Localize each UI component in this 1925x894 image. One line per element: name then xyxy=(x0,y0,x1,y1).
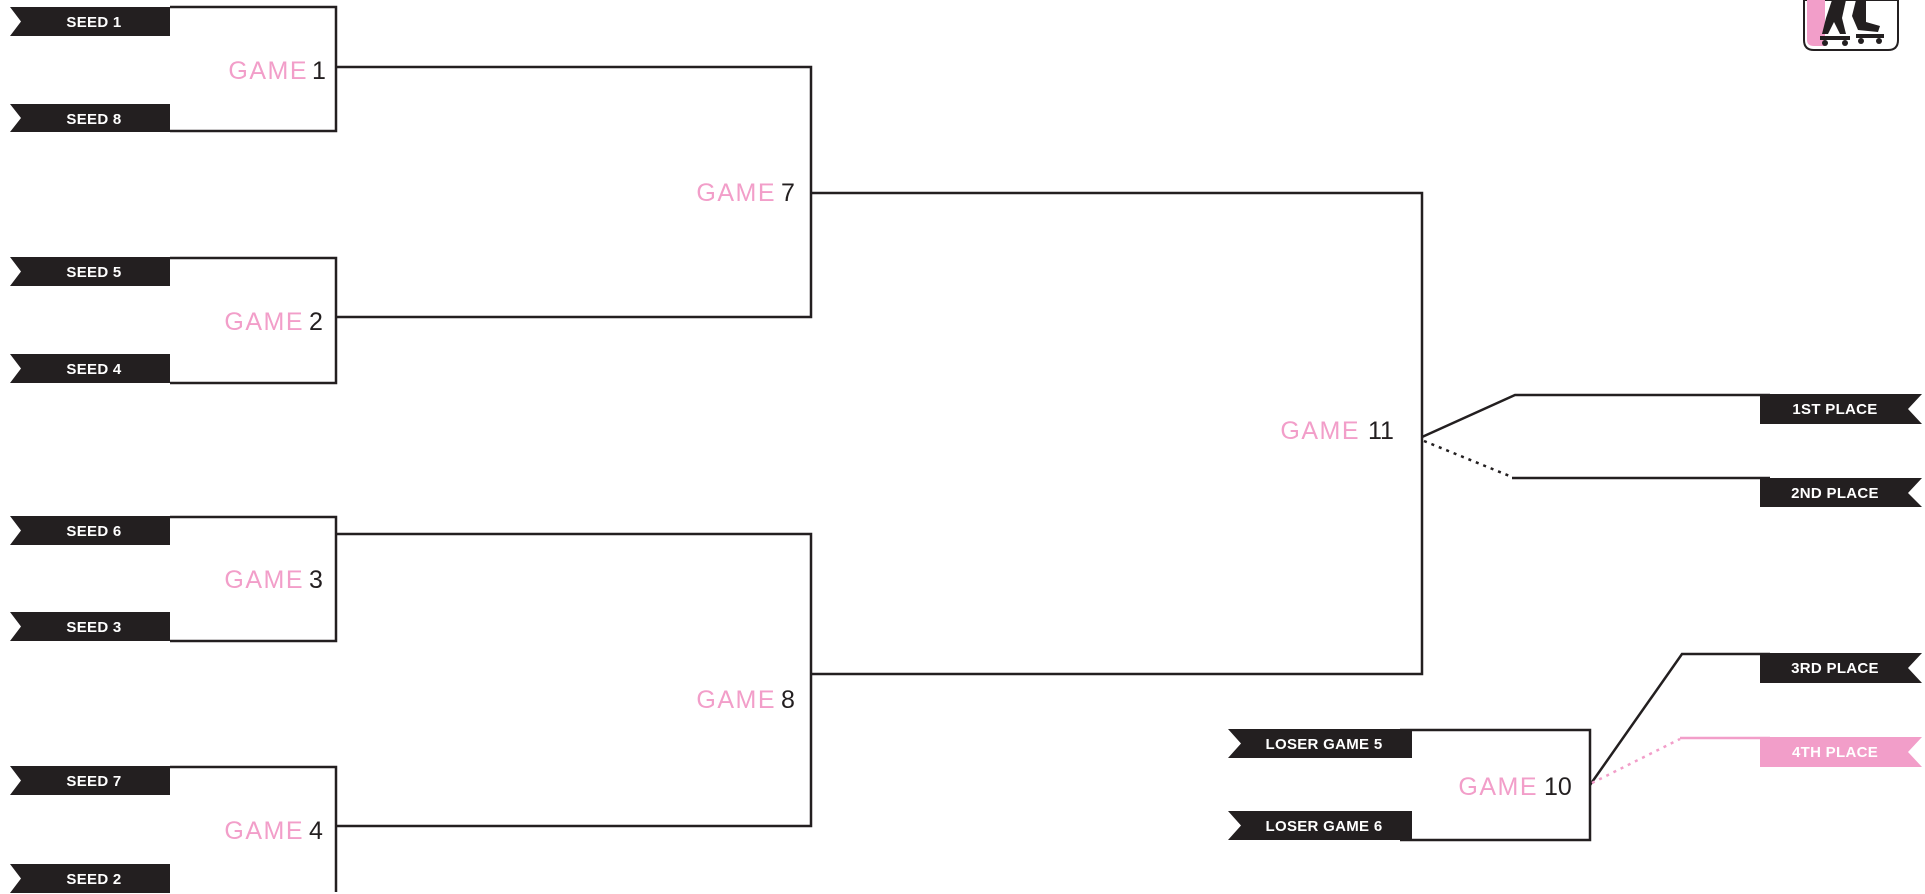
seed-banner-7 xyxy=(10,766,170,795)
game-7-label xyxy=(696,179,795,207)
seed-label: SEED 4 xyxy=(66,361,122,378)
second-place-connector xyxy=(1424,441,1512,477)
fourth-place-banner xyxy=(1760,737,1922,767)
first-place-connector xyxy=(1422,395,1770,437)
seed-banner-2 xyxy=(10,864,170,893)
seed-label: SEED 2 xyxy=(66,871,122,888)
game-number: 3 xyxy=(309,566,323,594)
seed-label: SEED 8 xyxy=(66,111,122,128)
game-3-label xyxy=(224,566,323,594)
loser-game-6-banner xyxy=(1228,811,1412,840)
game-word: GAME xyxy=(224,308,304,336)
seed-banner-6 xyxy=(10,516,170,545)
place-label: 4TH PLACE xyxy=(1791,744,1879,761)
game-10-label xyxy=(1458,773,1571,801)
third-place-banner xyxy=(1760,653,1922,683)
game-word: GAME xyxy=(1280,417,1360,445)
seed-banner-4 xyxy=(10,354,170,383)
fourth-place-connector xyxy=(1592,739,1680,783)
game-8-label xyxy=(696,686,795,714)
seed-banner-3 xyxy=(10,612,170,641)
seed-label: LOSER GAME 6 xyxy=(1265,818,1383,835)
seed-label: SEED 6 xyxy=(66,523,122,540)
game-2-label xyxy=(224,308,323,336)
game-number: 10 xyxy=(1544,773,1572,801)
game-4-label xyxy=(224,817,323,845)
seed-banner-1 xyxy=(10,7,170,36)
seed-label: SEED 1 xyxy=(66,14,122,31)
place-label: 2ND PLACE xyxy=(1791,485,1879,502)
game-number: 8 xyxy=(781,686,795,714)
game-word: GAME xyxy=(228,57,308,85)
game-word: GAME xyxy=(224,566,304,594)
roller-skater-logo-icon xyxy=(1804,0,1898,50)
game-number: 11 xyxy=(1368,417,1394,445)
seed-label: SEED 7 xyxy=(66,773,122,790)
third-place-connector xyxy=(1590,654,1770,785)
game-number: 1 xyxy=(312,57,326,85)
game-word: GAME xyxy=(1458,773,1538,801)
game-number: 2 xyxy=(309,308,323,336)
game-word: GAME xyxy=(696,179,776,207)
game-1-label xyxy=(228,57,326,85)
game-8-connector xyxy=(336,534,811,826)
place-label: 1ST PLACE xyxy=(1792,401,1878,418)
seed-label: SEED 5 xyxy=(66,264,122,281)
seed-label: SEED 3 xyxy=(66,619,122,636)
game-word: GAME xyxy=(224,817,304,845)
loser-game-5-banner xyxy=(1228,729,1412,758)
bracket-lines xyxy=(170,7,1770,892)
seed-banner-5 xyxy=(10,257,170,286)
seed-label: LOSER GAME 5 xyxy=(1265,736,1383,753)
second-place-banner xyxy=(1760,478,1922,507)
seed-banner-8 xyxy=(10,104,170,132)
game-number: 4 xyxy=(309,817,323,845)
game-11-label xyxy=(1280,417,1394,445)
game-word: GAME xyxy=(696,686,776,714)
place-label: 3RD PLACE xyxy=(1791,660,1879,677)
first-place-banner xyxy=(1760,394,1922,424)
game-number: 7 xyxy=(781,179,795,207)
